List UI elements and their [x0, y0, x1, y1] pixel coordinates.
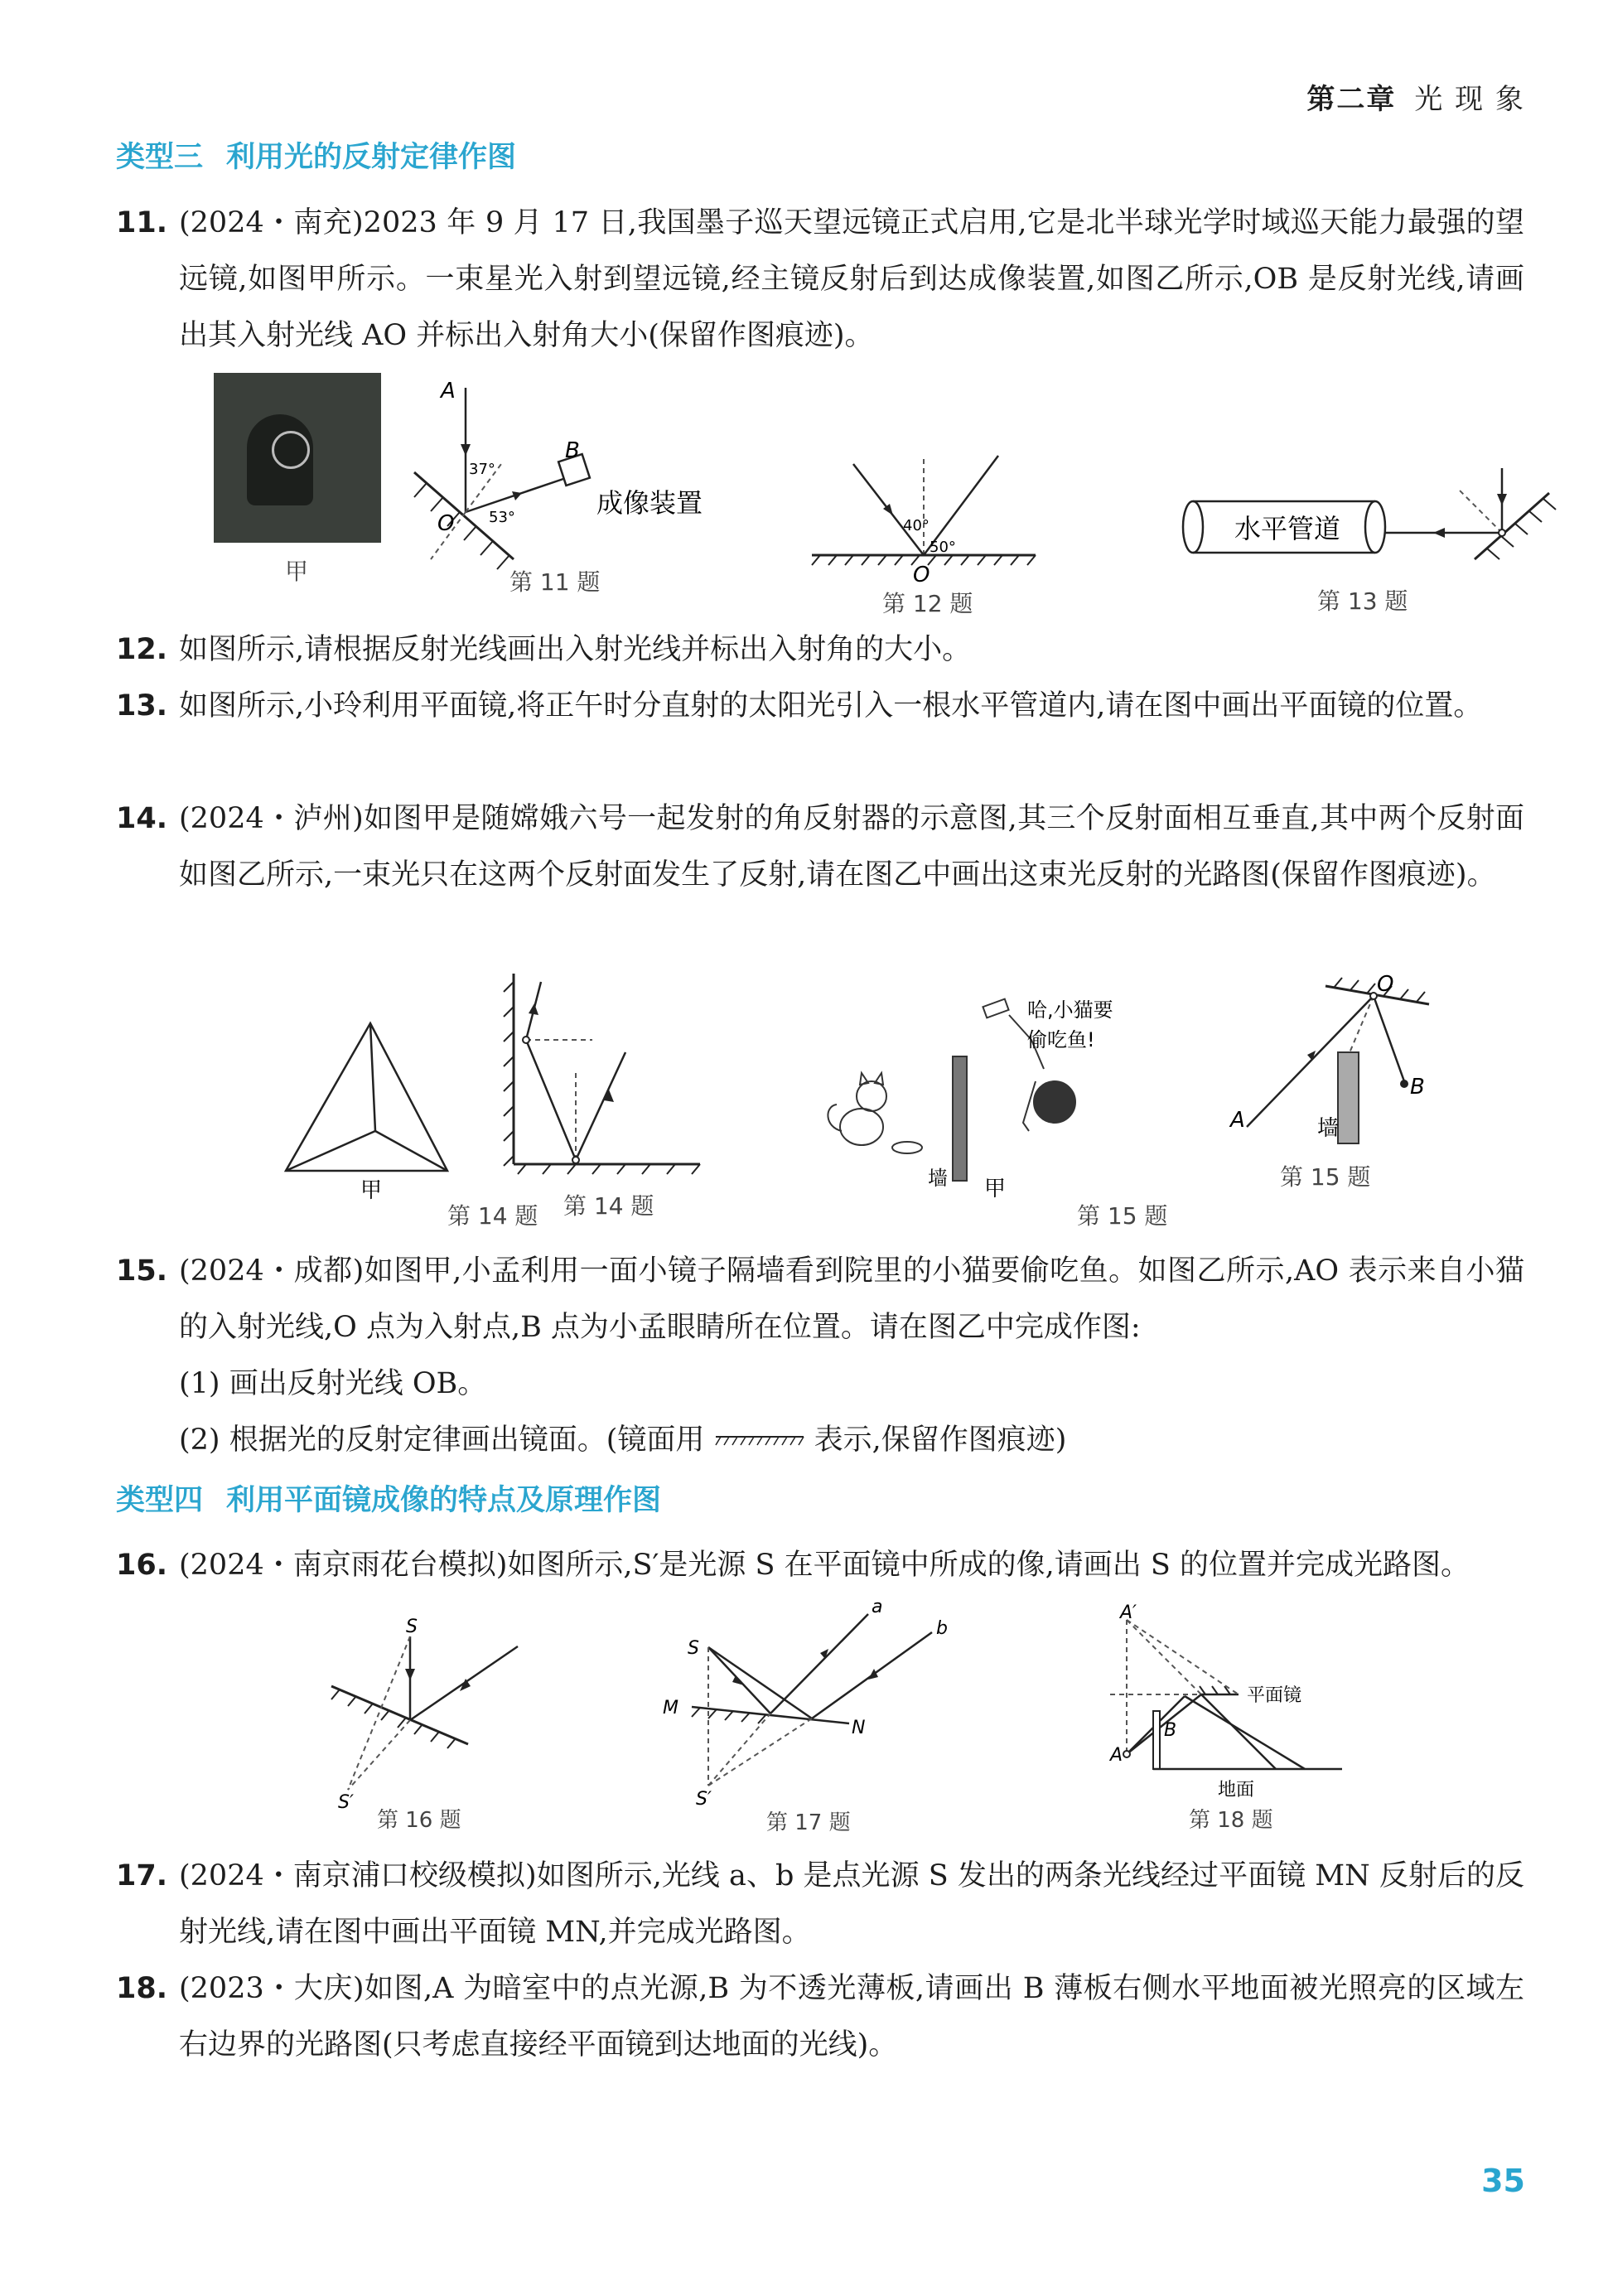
angle-40-label: 40° — [903, 517, 930, 534]
fig16-caption: 第 16 题 — [377, 1808, 461, 1833]
point-A-prime-label: A′ — [1120, 1602, 1137, 1623]
wall-label: 墙 — [1317, 1116, 1340, 1141]
question-text: (2024・南京雨花台模拟)如图所示,S′是光源 S 在平面镜中所成的像,请画出 S 的位置并完成光路图。 — [179, 1549, 1470, 1582]
point-O-label: O — [913, 563, 930, 587]
fig14-caption-yi: 第 14 题 — [563, 1192, 654, 1220]
section-heading-3 — [116, 134, 516, 176]
ground-label: 地面 — [1218, 1780, 1255, 1801]
fig14-jia-label: 甲 — [360, 1178, 383, 1203]
fig11-jia-label: 甲 — [285, 558, 309, 585]
question-number: 16. — [116, 1549, 168, 1582]
point-B-label: B — [1164, 1720, 1177, 1741]
mirror-label: 平面镜 — [1247, 1685, 1302, 1706]
angle-37-label: 37° — [469, 461, 495, 478]
question-number: 12. — [116, 633, 168, 666]
question-11 — [116, 195, 1524, 364]
chapter-title: 光 现 象 — [1414, 83, 1525, 116]
question-number: 17. — [116, 1859, 168, 1892]
fish-plate-icon — [892, 1142, 922, 1153]
sub-2-text-b: 表示,保留作图痕迹) — [814, 1424, 1067, 1457]
question-text: (2024・泸州)如图甲是随嫦娥六号一起发射的角反射器的示意图,其三个反射面相互垂直,其中两个反射面如图乙所示,一束光只在这两个反射面发生了反射,请在图乙中画出这束光反射的光路图(保留作图痕迹)。 — [179, 802, 1524, 892]
wall-label: 墙 — [928, 1167, 948, 1190]
section-title: 利用光的反射定律作图 — [226, 141, 517, 174]
question-15-sub-1: (1) 画出反射光线 OB。 — [179, 1367, 487, 1400]
mirror-symbol-icon — [714, 1432, 805, 1452]
imaging-device-label: 成像装置 — [596, 487, 703, 519]
section-title: 利用平面镜成像的特点及原理作图 — [226, 1484, 662, 1517]
question-number: 11. — [116, 206, 168, 239]
question-14 — [116, 790, 1524, 903]
question-15 — [116, 1243, 1524, 1356]
section-heading-4 — [116, 1477, 661, 1519]
point-B-label: B — [565, 438, 580, 463]
question-number: 15. — [116, 1254, 168, 1288]
figure-13-diagram — [1176, 460, 1557, 626]
figure-17-diagram — [654, 1597, 961, 1835]
speech-line-1: 哈,小猫要 — [1027, 998, 1113, 1022]
fig15-caption-yi: 第 15 题 — [1280, 1163, 1371, 1191]
fig13-caption: 第 13 题 — [1317, 587, 1408, 615]
point-S-prime-label: S′ — [338, 1792, 354, 1813]
wall-shape — [1338, 1052, 1359, 1143]
figure-14-diagrams — [278, 974, 725, 1230]
fig15-jia-label: 甲 — [984, 1177, 1007, 1201]
figure-11-diagram — [389, 373, 721, 597]
fig12-caption: 第 12 题 — [882, 590, 973, 617]
ray-a-label: a — [872, 1597, 883, 1617]
fig17-caption: 第 17 题 — [766, 1810, 851, 1835]
section-label: 类型四 — [116, 1484, 204, 1517]
question-12 — [116, 621, 1524, 678]
page-number: 35 — [1481, 2163, 1525, 2199]
question-number: 18. — [116, 1972, 168, 2005]
question-13 — [116, 678, 1524, 734]
question-text: (2024・成都)如图甲,小孟利用一面小镜子隔墙看到院里的小猫要偷吃鱼。如图乙所示,AO 表示来自小猫的入射光线,O 点为入射点,B 点为小孟眼睛所在位置。请在图乙中完成作图: — [179, 1254, 1524, 1344]
pipe-label: 水平管道 — [1234, 513, 1341, 544]
sub-2-text-a: (2) 根据光的反射定律画出镜面。(镜面用 — [179, 1424, 705, 1457]
point-O-label: O — [437, 511, 455, 536]
point-S-prime-label: S′ — [696, 1789, 712, 1810]
point-M-label: M — [663, 1698, 678, 1718]
question-text: (2024・南京浦口校级模拟)如图所示,光线 a、b 是点光源 S 发出的两条光线经过平面镜 MN 反射后的反射光线,请在图中画出平面镜 MN,并完成光路图。 — [179, 1859, 1524, 1949]
figure-12-diagram — [812, 447, 1044, 621]
board-B — [1153, 1711, 1160, 1769]
fig15-caption-jia: 第 15 题 — [1077, 1202, 1168, 1230]
figure-18-diagram — [1102, 1603, 1375, 1839]
point-O-label: O — [1377, 972, 1394, 997]
wall-shape — [953, 1056, 967, 1181]
fig14-caption-jia: 第 14 题 — [447, 1202, 538, 1230]
question-18 — [116, 1960, 1524, 2073]
question-17 — [116, 1848, 1524, 1960]
question-text: 如图所示,小玲利用平面镜,将正午时分直射的太阳光引入一根水平管道内,请在图中画出平面镜的位置。 — [179, 689, 1483, 723]
speech-line-2: 偷吃鱼! — [1027, 1028, 1095, 1051]
point-B-label: B — [1410, 1075, 1425, 1100]
point-N-label: N — [852, 1718, 866, 1738]
chapter-number: 第二章 — [1306, 83, 1397, 116]
point-A-label: A — [441, 379, 456, 404]
question-text: 如图所示,请根据反射光线画出入射光线并标出入射角的大小。 — [179, 633, 972, 666]
fig11-caption: 第 11 题 — [509, 568, 601, 596]
telescope-photo — [214, 373, 381, 543]
question-number: 14. — [116, 802, 168, 835]
question-15-sub-2 — [179, 1412, 1066, 1468]
chapter-header — [1306, 76, 1525, 117]
question-text: (2024・南充)2023 年 9 月 17 日,我国墨子巡天望远镜正式启用,它是北半球光学时域巡天能力最强的望远镜,如图甲所示。一束星光入射到望远镜,经主镜反射后到达成像装置,如图乙所示,OB 是反射光线,请画出其入射光线 AO 并标出入射角大小(保留作图痕迹)。 — [179, 206, 1524, 352]
section-label: 类型三 — [116, 141, 204, 174]
point-A-label: A — [1110, 1745, 1123, 1766]
angle-53-label: 53° — [489, 509, 515, 526]
question-number: 13. — [116, 689, 168, 723]
question-16 — [116, 1537, 1524, 1593]
figure-16-diagram — [323, 1616, 538, 1831]
cat-icon — [828, 1073, 886, 1145]
angle-50-label: 50° — [930, 539, 956, 556]
question-text: (2023・大庆)如图,A 为暗室中的点光源,B 为不透光薄板,请画出 B 薄板右侧水平地面被光照亮的区域左右边界的光路图(只考虑直接经平面镜到达地面的光线)。 — [179, 1972, 1524, 2062]
fig18-caption: 第 18 题 — [1189, 1808, 1273, 1833]
point-A-label: A — [1230, 1108, 1245, 1133]
figure-15-jia — [812, 982, 1201, 1230]
point-S-label: S — [406, 1617, 418, 1637]
figure-15-yi — [1226, 969, 1475, 1210]
point-S-label: S — [688, 1638, 699, 1659]
ray-b-label: b — [936, 1618, 948, 1639]
